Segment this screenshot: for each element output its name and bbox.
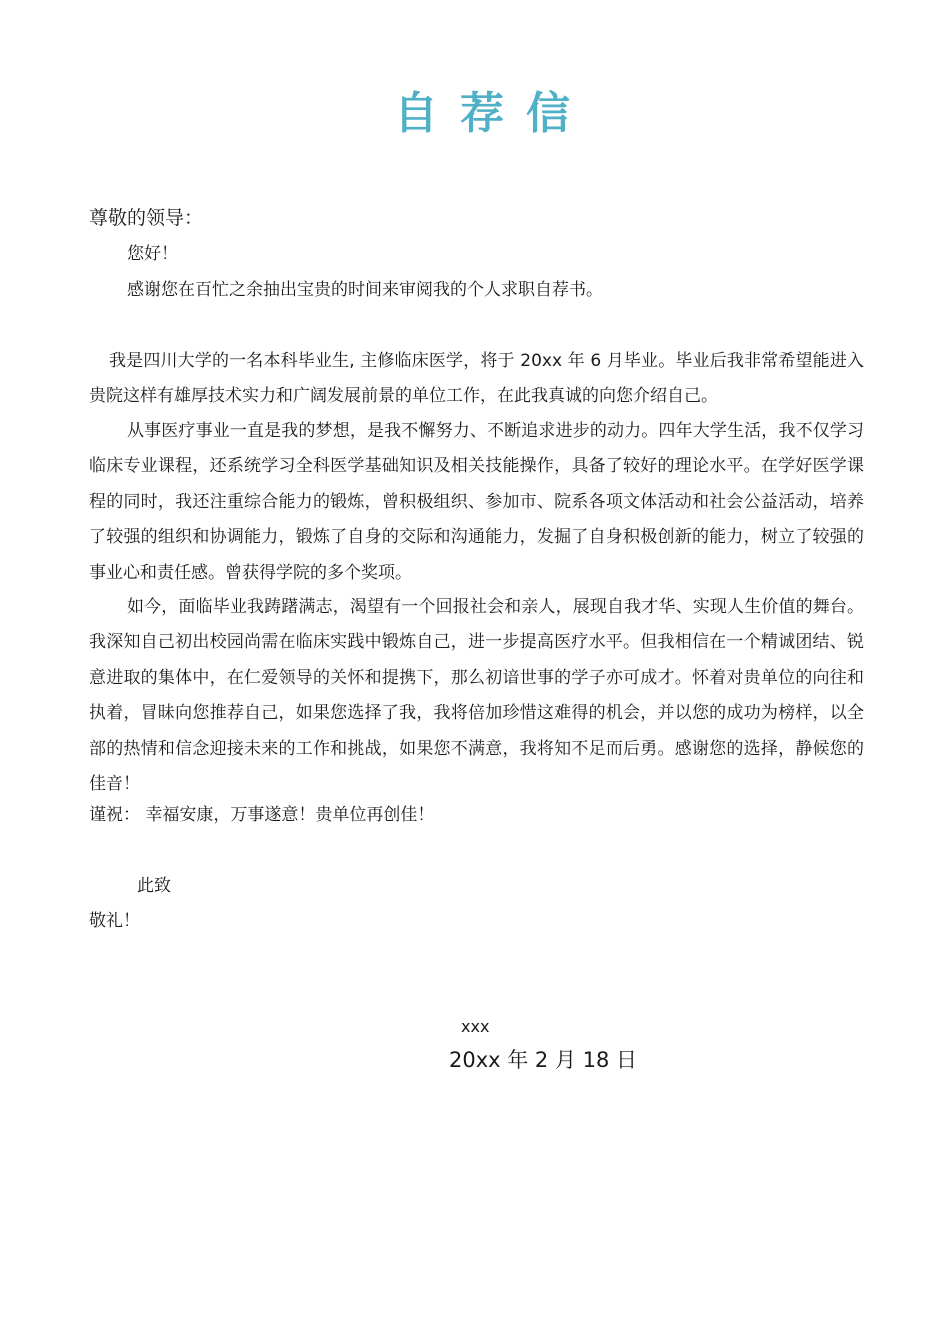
closing-cizhi: 此致	[137, 876, 171, 896]
paragraph-aspiration: 如今，面临毕业我踌躇满志，渴望有一个回报社会和亲人，展现自我才华、实现人生价值的舞台。我深知自己初出校园尚需在临床实践中锻炼自己，进一步提高医疗水平。但我相信在一个精诚团结、锐意进取的集体中，在仁爱领导的关怀和提携下，那么初谙世事的学子亦可成才。怀着对贵单位的向往和执着，冒昧向您推荐自己，如果您选择了我，我将倍加珍惜这难得的机会，并以您的成功为榜样，以全部的热情和信念迎接未来的工作和挑战，如果您不满意，我将知不足而后勇。感谢您的选择，静候您的佳音！	[89, 597, 864, 795]
salutation: 尊敬的领导：	[89, 207, 204, 229]
signature-date: 20xx 年 2 月 18 日	[449, 1048, 638, 1072]
greeting: 您好！	[127, 244, 178, 264]
signature-name: xxx	[461, 1017, 490, 1036]
thanks-line: 感谢您在百忙之余抽出宝贵的时间来审阅我的个人求职自荐书。	[127, 280, 603, 300]
letter-title: 自荐信	[394, 88, 592, 139]
wishes-line: 谨祝： 幸福安康，万事遂意！贵单位再创佳！	[89, 805, 435, 825]
paragraph-introduction: 我是四川大学的一名本科毕业生, 主修临床医学，将于 20xx 年 6 月毕业。毕业后我非常希望能进入贵院这样有雄厚技术实力和广阔发展前景的单位工作，在此我真诚的向您介绍自己。	[89, 351, 864, 407]
closing-jingli: 敬礼！	[89, 911, 140, 931]
paragraph-experience: 从事医疗事业一直是我的梦想，是我不懈努力、不断追求进步的动力。四年大学生活，我不仅学习临床专业课程，还系统学习全科医学基础知识及相关技能操作，具备了较好的理论水平。在学好医学课程的同时，我还注重综合能力的锻炼，曾积极组织、参加市、院系各项文体活动和社会公益活动，培养了较强的组织和协调能力，锻炼了自身的交际和沟通能力，发掘了自身积极创新的能力，树立了较强的事业心和责任感。曾获得学院的多个奖项。	[89, 421, 864, 583]
